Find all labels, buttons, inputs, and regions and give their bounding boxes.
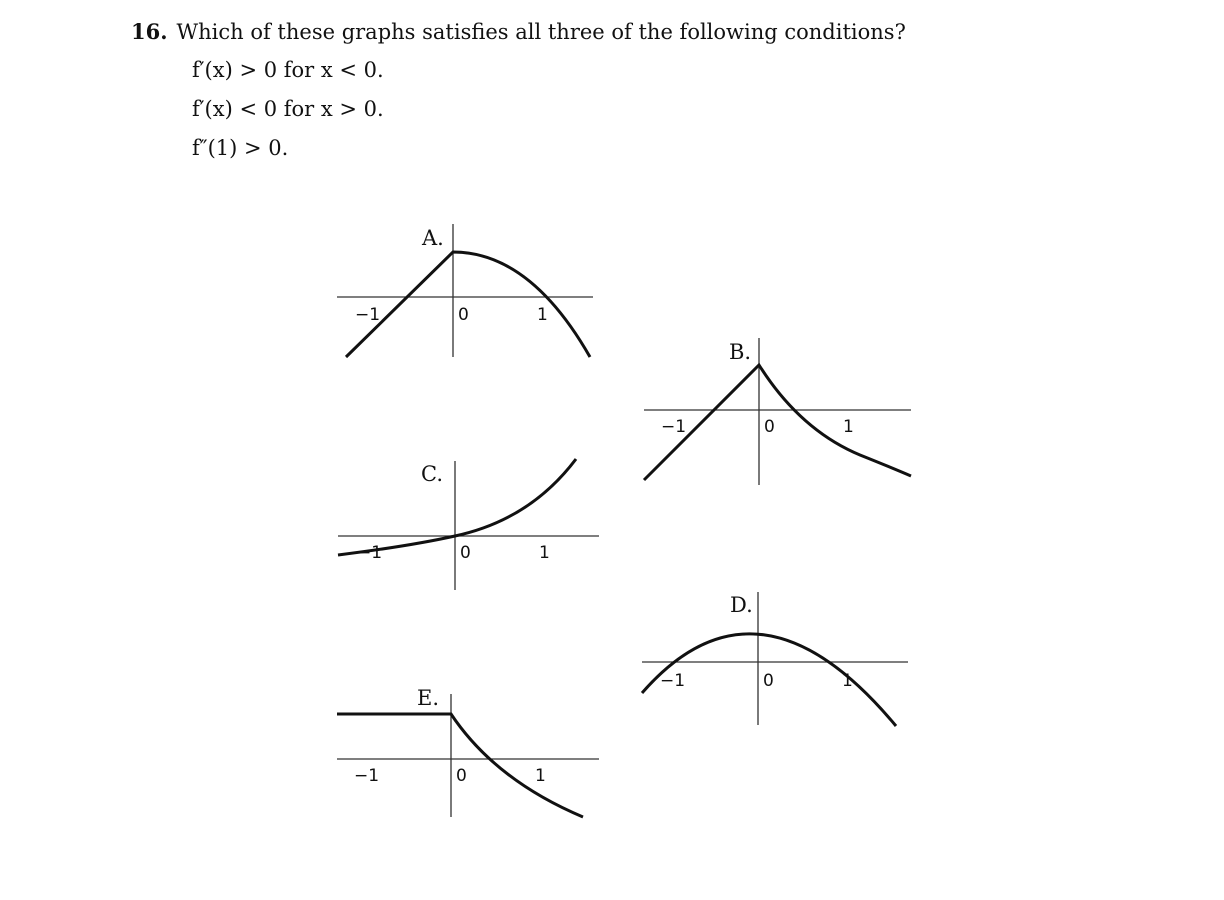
tick-label-neg1: −1 bbox=[357, 543, 383, 563]
tick-label-1: 1 bbox=[535, 766, 546, 786]
tick-label-1: 1 bbox=[842, 671, 853, 691]
graph-e[interactable] bbox=[337, 686, 599, 817]
question-number: 16. bbox=[131, 19, 168, 44]
condition-2: f′(x) < 0 for x > 0. bbox=[192, 97, 384, 121]
tick-label-1: 1 bbox=[843, 417, 854, 437]
condition-3: f″(1) > 0. bbox=[192, 136, 289, 160]
graph-letter: A. bbox=[422, 226, 444, 250]
tick-label-neg1: −1 bbox=[660, 671, 686, 691]
tick-label-0: 0 bbox=[764, 417, 775, 437]
tick-label-neg1: −1 bbox=[661, 417, 687, 437]
graph-b[interactable] bbox=[644, 338, 911, 485]
condition-1: f′(x) > 0 for x < 0. bbox=[192, 58, 384, 82]
graph-d[interactable] bbox=[642, 592, 908, 726]
tick-label-1: 1 bbox=[539, 543, 550, 563]
graph-letter: B. bbox=[729, 340, 752, 364]
tick-label-neg1: −1 bbox=[355, 305, 381, 325]
tick-label-neg1: −1 bbox=[354, 766, 380, 786]
tick-label-0: 0 bbox=[456, 766, 467, 786]
question-text: Which of these graphs satisfies all three of the following conditions? bbox=[176, 20, 906, 44]
graph-letter: E. bbox=[417, 686, 440, 710]
graph-letter: D. bbox=[730, 593, 753, 617]
graph-c[interactable] bbox=[338, 459, 599, 590]
graph-a[interactable] bbox=[337, 224, 593, 357]
curve bbox=[338, 459, 576, 555]
tick-label-0: 0 bbox=[763, 671, 774, 691]
graph-letter: C. bbox=[421, 462, 443, 486]
tick-label-0: 0 bbox=[460, 543, 471, 563]
tick-label-0: 0 bbox=[458, 305, 469, 325]
tick-label-1: 1 bbox=[537, 305, 548, 325]
